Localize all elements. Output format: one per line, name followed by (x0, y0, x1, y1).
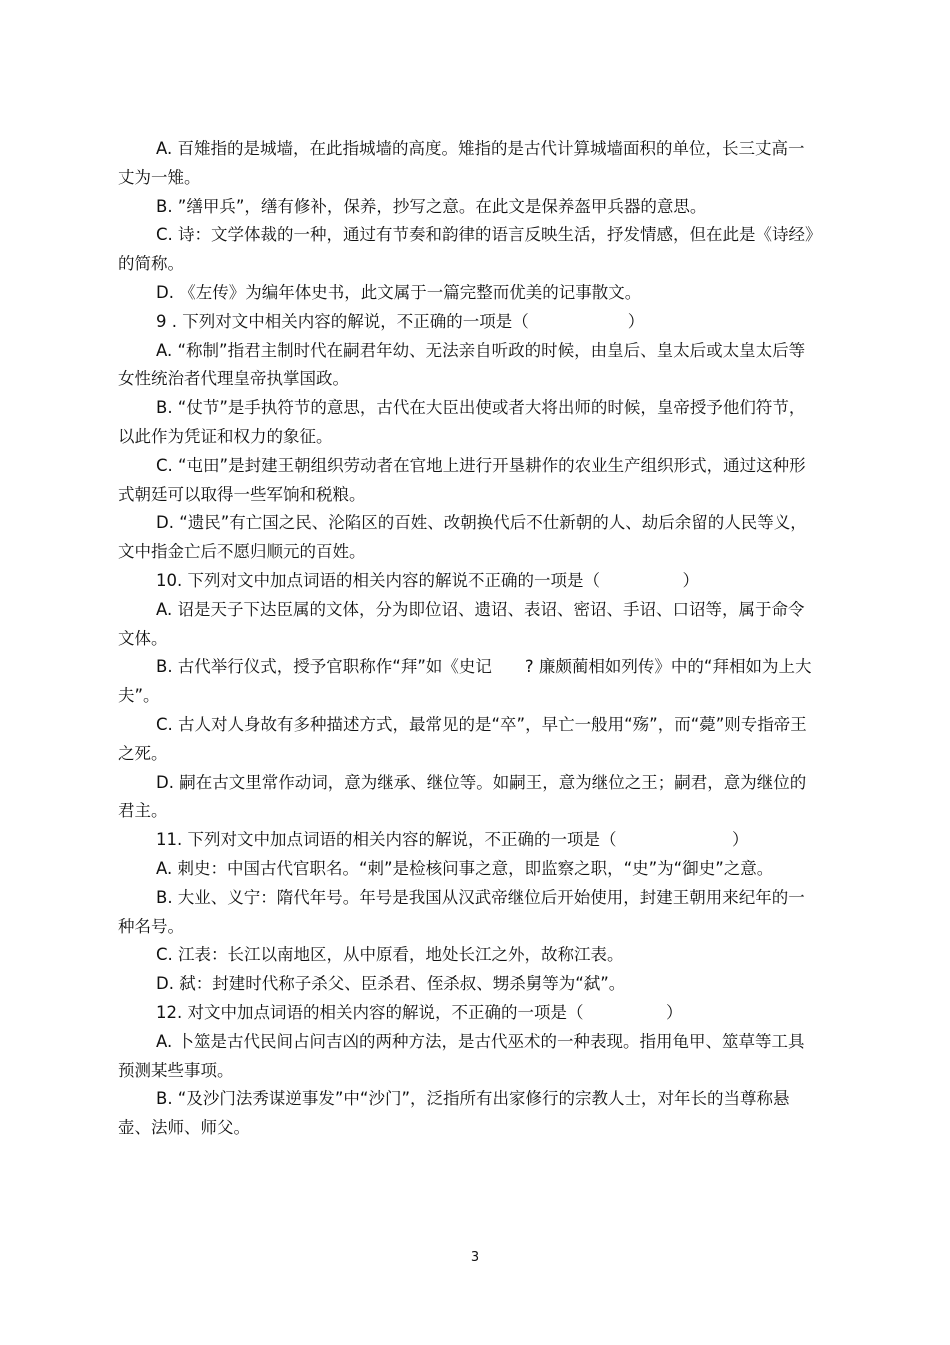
question-10-option-a: A. 诏是天子下达臣属的文体，分为即位诏、遗诏、表诏、密诏、手诏、口诏等，属于命令文体。 (118, 599, 805, 648)
question-10: 10. 下列对文中加点词语的相关内容的解说不正确的一项是（ ） (156, 570, 699, 590)
question-10-option-d: D. 嗣在古文里常作动词，意为继承、继位等。如嗣王，意为继位之王；嗣君，意为继位的君主。 (118, 772, 807, 821)
option-a-bai-zhi: A. 百雉指的是城墙，在此指城墙的高度。雉指的是古代计算城墙面积的单位，长三丈高一丈为一雉。 (118, 139, 805, 187)
page-body (118, 135, 818, 1143)
question-12-option-a: A. 卜筮是古代民间占问吉凶的两种方法，是古代巫术的一种表现。指用龟甲、筮草等工具预测某些事项。 (118, 1031, 805, 1080)
question-11-option-d: D. 弑：封建时代称子杀父、臣杀君、侄杀叔、甥杀舅等为“弑”。 (156, 974, 626, 994)
option-b-shan-jia-bing: B. ”缮甲兵”，缮有修补，保养，抄写之意。在此文是保养盔甲兵器的意思。 (156, 196, 707, 216)
page-number: 3 (470, 1250, 480, 1265)
question-9-option-d: D. “遗民”有亡国之民、沦陷区的百姓、改朝换代后不仕新朝的人、劫后余留的人民等义，文中指金亡后不愿归顺元的百姓。 (118, 513, 807, 562)
question-12-option-b: B. “及沙门法秀谋逆事发”中“沙门”，泛指所有出家修行的宗教人士，对年长的当尊称悬壶、法师、师父。 (118, 1089, 790, 1138)
question-11-option-b: B. 大业、义宁：隋代年号。年号是我国从汉武帝继位后开始使用，封建王朝用来纪年的一种名号。 (118, 887, 805, 936)
option-c-shi: C. 诗：文学体裁的一种，通过有节奏和韵律的语言反映生活，抒发情感，但在此是《诗经》的简称。 (118, 225, 814, 274)
question-11-option-a: A. 刺史：中国古代官职名。“刺”是检核问事之意，即监察之职，“史”为“御史”之意。 (156, 858, 774, 878)
question-12: 12. 对文中加点词语的相关内容的解说，不正确的一项是（ ） (156, 1002, 683, 1022)
question-11-option-c: C. 江表：长江以南地区，从中原看，地处长江之外，故称江表。 (156, 945, 624, 965)
question-11: 11. 下列对文中加点词语的相关内容的解说，不正确的一项是（ ） (156, 830, 749, 850)
question-10-option-b: B. 古代举行仪式，授予官职称作“拜”如《史记 ? 廉颇蔺相如列传》中的“拜相如为上大夫”。 (118, 657, 812, 706)
question-9-option-a: A. “称制”指君主制时代在嗣君年幼、无法亲自听政的时候，由皇后、皇太后或太皇太后等女性统治者代理皇帝执掌国政。 (118, 340, 806, 389)
question-9: 9 . 下列对文中相关内容的解说，不正确的一项是（ ） (156, 311, 645, 331)
option-d-zuo-zhuan: D. 《左传》为编年体史书，此文属于一篇完整而优美的记事散文。 (156, 282, 642, 302)
question-9-option-b: B. “仗节”是手执符节的意思，古代在大臣出使或者大将出师的时候，皇帝授予他们符节，以此作为凭证和权力的象征。 (118, 398, 806, 446)
question-9-option-c: C. “屯田”是封建王朝组织劳动者在官地上进行开垦耕作的农业生产组织形式，通过这种形式朝廷可以取得一些军饷和税粮。 (118, 455, 806, 504)
question-10-option-c: C. 古人对人身故有多种描述方式，最常见的是“卒”，早亡一般用“殇”，而“薨”则专指帝王之死。 (118, 714, 807, 763)
